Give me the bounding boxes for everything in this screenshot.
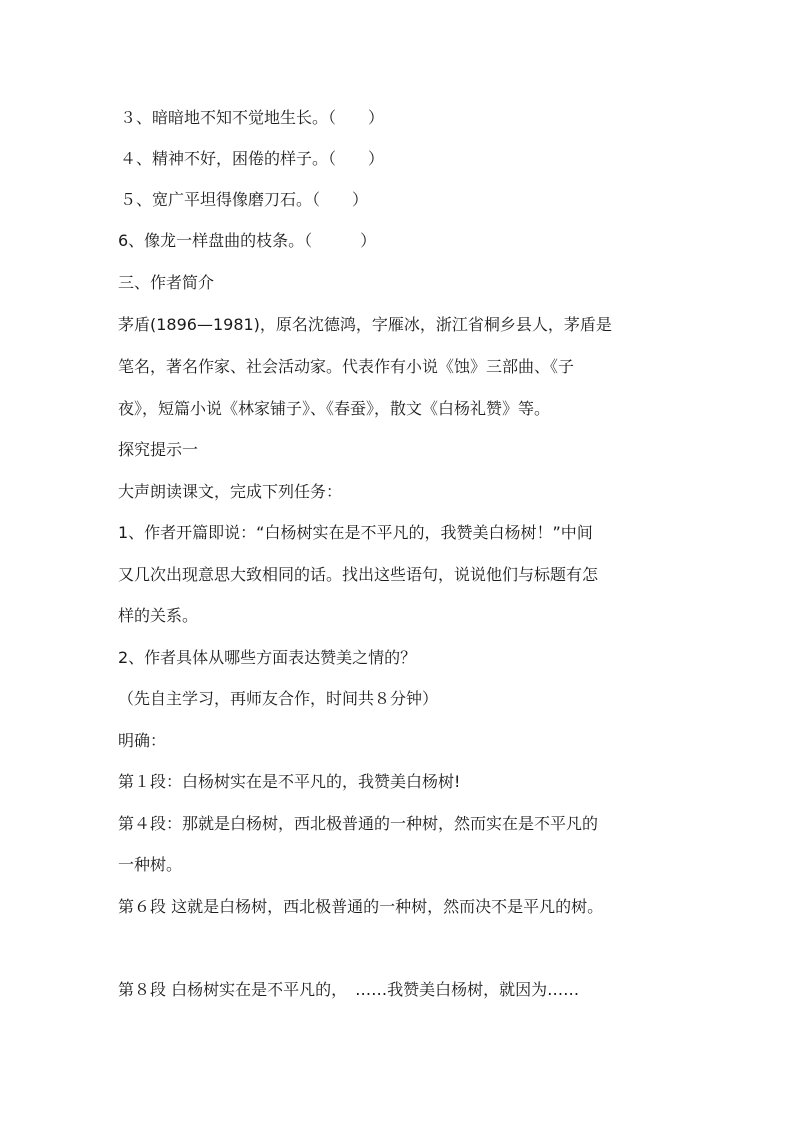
paragraph-6-quote: 第６段 这就是白杨树，西北极普通的一种树，然而决不是平凡的树。 [118, 897, 604, 916]
author-intro-line-2: 笔名，著名作家、社会活动家。代表作有小说《蚀》三部曲、《子 [118, 357, 575, 376]
paragraph-8-quote: 第８段 白杨树实在是不平凡的， ……我赞美白杨树，就因为…… [118, 980, 580, 999]
paragraph-4-quote-line-1: 第４段：那就是白杨树，西北极普通的一种树，然而实在是不平凡的 [118, 814, 599, 833]
paragraph-1-quote: 第１段：白杨树实在是不平凡的，我赞美白杨树! [118, 772, 461, 791]
explore-heading: 探究提示一 [118, 440, 199, 459]
author-intro-line-3: 夜》，短篇小说《林家铺子》、《春蚕》，散文《白杨礼赞》等。 [118, 399, 551, 418]
question-item-6: 6、像龙一样盘曲的枝条。（ ） [118, 231, 377, 250]
task-2: 2、作者具体从哪些方面表达赞美之情的？ [118, 648, 417, 667]
task-1-line-3: 样的关系。 [118, 606, 199, 625]
task-1-line-2: 又几次出现意思大致相同的话。找出这些语句，说说他们与标题有怎 [118, 565, 599, 584]
question-item-4: ４、精神不好，困倦的样子。（ ） [120, 149, 385, 168]
task-1-line-1: 1、作者开篇即说：“白杨树实在是不平凡的，我赞美白杨树！”中间 [118, 523, 593, 542]
paragraph-4-quote-line-2: 一种树。 [118, 855, 183, 874]
task-intro: 大声朗读课文，完成下列任务： [118, 482, 343, 501]
question-item-5: ５、宽广平坦得像磨刀石。（ ） [120, 190, 369, 209]
question-item-3: ３、暗暗地不知不觉地生长。（ ） [120, 108, 385, 127]
clarify-label: 明确： [118, 731, 167, 750]
time-note: （先自主学习，再师友合作，时间共８分钟） [118, 689, 439, 708]
author-intro-line-1: 茅盾(1896—1981)，原名沈德鸿，字雁冰，浙江省桐乡县人，茅盾是 [118, 315, 612, 334]
author-section-heading: 三、作者简介 [118, 273, 215, 292]
